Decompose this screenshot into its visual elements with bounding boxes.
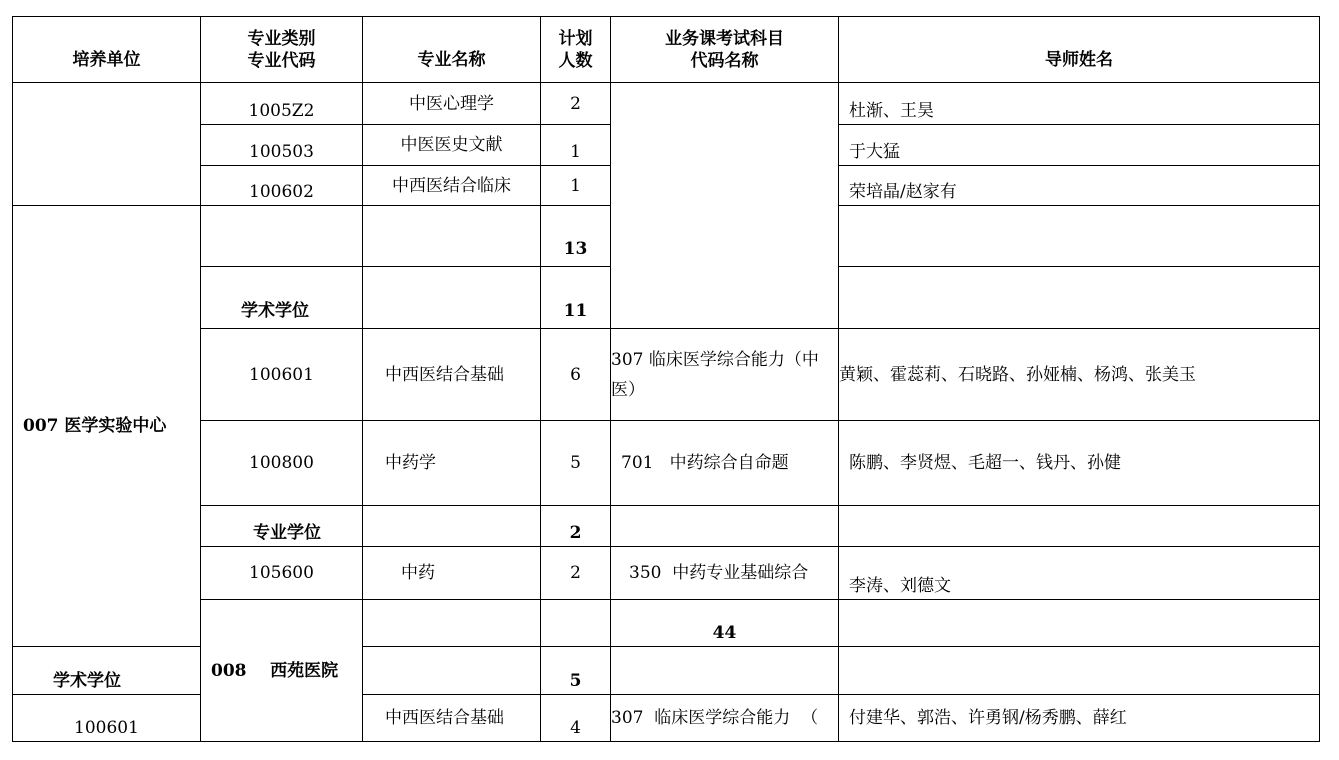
header-plan-line1: 计划: [558, 28, 593, 49]
header-plan: [541, 17, 611, 83]
major-name: 中西医结合基础: [363, 695, 541, 742]
plan-count: 6: [541, 329, 611, 421]
table-row: [13, 600, 1320, 647]
empty-cell: [363, 506, 541, 547]
header-exam-line2: 代码名称: [690, 50, 759, 71]
header-category-code: [201, 17, 363, 83]
unit-total: 44: [611, 600, 839, 647]
header-exam: [611, 17, 839, 83]
plan-count: 1: [541, 125, 611, 166]
academic-total: 11: [541, 267, 611, 329]
plan-count: 1: [541, 166, 611, 206]
degree-type-academic: 学术学位: [201, 267, 363, 329]
exam-subject-line2: 医）: [611, 379, 645, 400]
empty-cell: [541, 600, 611, 647]
degree-type-academic: 学术学位: [13, 647, 201, 695]
advisor-names: 李涛、刘德文: [839, 547, 1320, 600]
advisor-names: 黄颖、霍蕊莉、石晓路、孙娅楠、杨鸿、张美玉: [839, 329, 1320, 421]
exam-subject: 350 中药专业基础综合: [611, 547, 839, 600]
table-header-row: [13, 17, 1320, 83]
empty-cell: [839, 506, 1320, 547]
header-unit: 培养单位: [13, 17, 201, 83]
professional-total: 2: [541, 506, 611, 547]
table-row: [13, 547, 1320, 600]
exam-subject: [611, 329, 839, 421]
empty-cell: [839, 206, 1320, 267]
exam-subject: 701 中药综合自命题: [611, 421, 839, 506]
unit-total: 13: [541, 206, 611, 267]
academic-total: 5: [541, 647, 611, 695]
major-code: 105600: [201, 547, 363, 600]
table-row: [13, 421, 1320, 506]
exam-cell-empty: [611, 83, 839, 329]
major-name: 中医心理学: [363, 83, 541, 125]
empty-cell: [363, 206, 541, 267]
table-row: [13, 506, 1320, 547]
major-name: 中西医结合基础: [363, 329, 541, 421]
major-name: 中药: [363, 547, 541, 600]
plan-count: 2: [541, 83, 611, 125]
plan-count: 2: [541, 547, 611, 600]
unit-cell-empty: [13, 83, 201, 206]
plan-count: 5: [541, 421, 611, 506]
header-code: 专业代码: [247, 50, 316, 71]
unit-name-008: 008 西苑医院: [201, 600, 363, 742]
empty-cell: [839, 267, 1320, 329]
major-code: 1005Z2: [201, 83, 363, 125]
degree-type-professional: 专业学位: [201, 506, 363, 547]
advisor-names: 付建华、郭浩、许勇钢/杨秀鹏、薛红: [839, 695, 1320, 742]
major-code: 100601: [201, 329, 363, 421]
major-code: 100601: [13, 695, 201, 742]
plan-count: 4: [541, 695, 611, 742]
advisor-names: 荣培晶/赵家有: [839, 166, 1320, 206]
exam-subject: 307 临床医学综合能力 （: [611, 695, 839, 742]
enrollment-table: [12, 16, 1320, 742]
empty-cell: [363, 600, 541, 647]
unit-name-007: 007 医学实验中心: [13, 206, 201, 647]
major-code: 100503: [201, 125, 363, 166]
major-code: 100602: [201, 166, 363, 206]
table-row: [13, 83, 1320, 125]
header-advisor: 导师姓名: [839, 17, 1320, 83]
empty-cell: [839, 600, 1320, 647]
header-category: 专业类别: [247, 28, 316, 49]
empty-cell: [611, 647, 839, 695]
header-major-name: 专业名称: [363, 17, 541, 83]
major-name: 中药学: [363, 421, 541, 506]
empty-cell: [839, 647, 1320, 695]
header-exam-line1: 业务课考试科目: [665, 28, 784, 49]
empty-cell: [363, 647, 541, 695]
advisor-names: 陈鹏、李贤煜、毛超一、钱丹、孙健: [839, 421, 1320, 506]
empty-cell: [201, 206, 363, 267]
exam-subject-line1: 307 临床医学综合能力（中: [611, 349, 819, 370]
major-name: 中西医结合临床: [363, 166, 541, 206]
empty-cell: [363, 267, 541, 329]
major-name: 中医医史文献: [363, 125, 541, 166]
header-plan-line2: 人数: [558, 50, 593, 71]
advisor-names: 杜渐、王昊: [839, 83, 1320, 125]
major-code: 100800: [201, 421, 363, 506]
table-row: [13, 329, 1320, 421]
advisor-names: 于大猛: [839, 125, 1320, 166]
empty-cell: [611, 506, 839, 547]
